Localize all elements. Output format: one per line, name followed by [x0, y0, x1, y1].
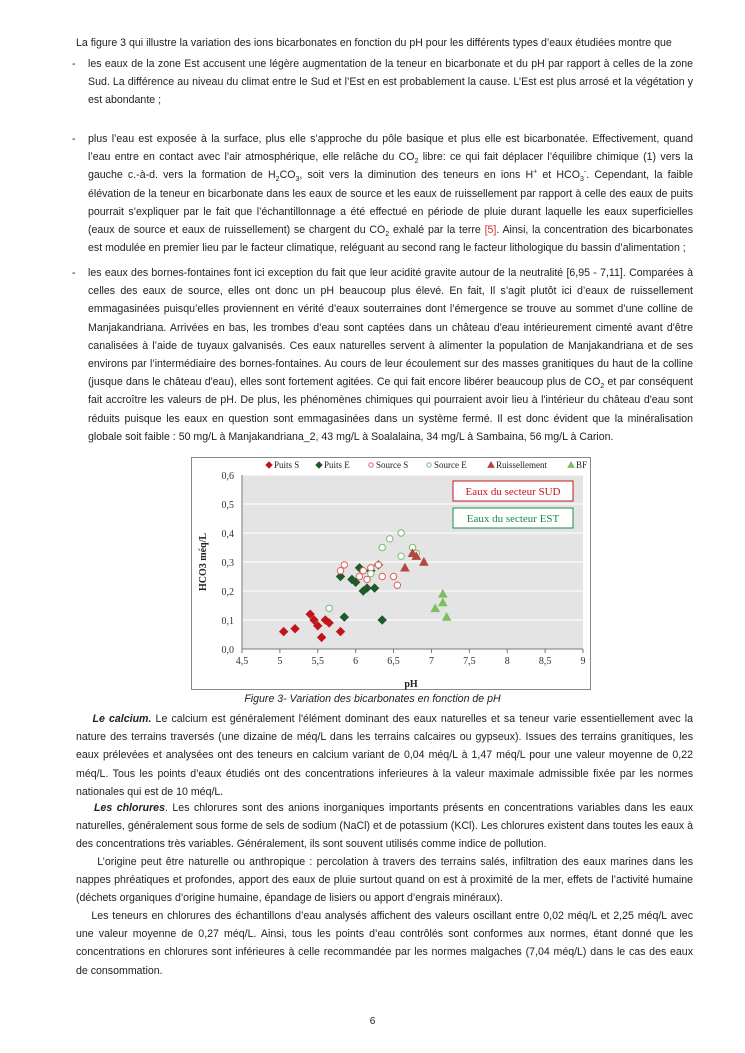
x-tick-label: 8	[504, 656, 510, 667]
legend-label: Source S	[376, 460, 409, 470]
data-point-source-s	[341, 562, 347, 568]
bullet-2-part: , soit vers la diminution des teneurs en ions H	[299, 169, 534, 182]
intro-paragraph	[76, 34, 693, 52]
superscript: -	[583, 168, 587, 176]
x-tick-label: 7,5	[463, 656, 476, 667]
origine-paragraph	[76, 853, 693, 908]
bullet-1-text: les eaux de la zone Est accusent une légère augmentation de la teneur en bicarbonate et du pH par rapport à celles de la zone Sud. La différence au niveau du climat entre le Sud et l’Est en est probablement la cause. L’Est est plus arrosé et la végétation y est abondante ;	[88, 58, 693, 107]
y-tick-label: 0,6	[221, 471, 234, 482]
x-tick-label: 4,5	[235, 656, 249, 667]
legend-label: BF	[576, 460, 588, 470]
bullet-2-part: . Cependant, la faible élévation de la teneur en bicarbonate dans les eaux de source et les eaux de ruissellement par rapport à celle des eaux de puits pourrait s’expliquer par le fait que l’échantillonnage a été effectué en période de pluie durant laquelle les eaux superficielles (eaux de source et eaux de ruissellement) se chargent du CO	[88, 169, 694, 237]
data-point-source-s	[394, 582, 400, 588]
y-tick-label: 0,0	[221, 645, 234, 656]
y-axis-label: HCO3 méq/L	[198, 532, 209, 592]
bullet-3-part: et par conséquent fait accroître les valeurs de pH. De plus, les phénomènes chimiques qui pourraient avoir lieu à l'intérieur du château d'eau sont réduits puisque les eaux en question sont emmagasinées dans un système fermé. Il est donc évident que la minéralisation globale soit faible : 50 mg/L à Manjakandriana_2, 43 mg/L à Soalalaina, 34 mg/L à Sambaina, 56 mg/L à Carion.	[88, 376, 693, 443]
x-tick-label: 9	[580, 656, 586, 667]
origine-text: L’origine peut être naturelle ou anthropique : percolation à travers des terrains salés, infiltration des eaux marines dans les nappes phréatiques et profondes, apport des eaux de pluie surtout quand on est à proximité de la mer, effets de l’activité humaine (déchets organiques d’origine humaine, épandage de lisiers ou apport d’engrais minéraux).	[76, 856, 693, 905]
bullet-2-part: . Ainsi, la concentration des bicarbonates est modulée en premier lieu par le facteur climatique, reléguant au second rang le facteur lithologique du bassin d’alimentation ;	[88, 224, 693, 255]
data-point-source-s	[360, 568, 366, 574]
x-tick-label: 5,5	[311, 656, 325, 667]
chlorures-text: . Les chlorures sont des anions inorganiques importants présents en concentrations variables dans les eaux naturelles, généralement sous forme de sels de sodium (NaCl) et de potassium (KCl). Les chlorures existent dans toutes les eaux à des concentrations très variables. Généralement, ils sont souvent utilisés comme indice de pollution.	[76, 802, 694, 851]
legend-marker	[369, 463, 373, 467]
bullet-2-part: et HCO	[537, 169, 580, 182]
data-point-source-s	[356, 573, 362, 579]
legend-label: Puits E	[324, 460, 350, 470]
bullet-2-part: CO	[279, 169, 296, 182]
bullet-dash-2: -	[72, 133, 76, 145]
bullet-2	[88, 130, 693, 257]
subscript: 2	[275, 176, 280, 184]
bullet-2-part: plus l’eau est exposée à la surface, plus elle s’approche du pôle basique et plus elle est bicarbonatée. Effectivement, quand l’eau entre en contact avec l’air atmosphérique, elle relâche du CO	[88, 133, 693, 164]
data-point-source-e	[326, 605, 332, 611]
data-point-source-e	[387, 536, 393, 542]
x-tick-label: 6,5	[387, 656, 400, 667]
reference-link[interactable]: [5]	[484, 224, 497, 237]
subscript: 2	[385, 231, 390, 239]
legend-marker	[427, 463, 431, 467]
x-tick-label: 8,5	[538, 656, 552, 667]
data-point-source-s	[390, 573, 396, 579]
page-number: 6	[369, 1016, 376, 1027]
subscript: 2	[414, 158, 419, 166]
y-tick-label: 0,1	[221, 616, 234, 627]
legend-label: Source E	[434, 460, 467, 470]
y-tick-label: 0,4	[221, 529, 234, 540]
calcium-text: Le calcium est généralement l'élément dominant des eaux naturelles et sa teneur varie essentiellement avec la nature des terrains traversés (une dizaine de méq/L dans les terrains calcaires ou gypseux). Issues des terrains granitiques, les eaux prélevées et analysées ont des teneurs en calcium variant de 0,04 méq/L à 1,47 méq/L pour une valeur moyenne de 0,22 méq/L. Tous les points d’eaux étudiés ont des concentrations inferieures à la valeur maximale admissible fixée par les normes nationales qui est de 10 méq/L.	[76, 713, 693, 798]
bullet-2-part: exhalé par la terre	[389, 224, 485, 237]
bullet-3-part: les eaux des bornes-fontaines font ici exception du fait que leur acidité gravite autour de la neutralité [6,95 - 7,11]. Comparées à celles des eaux de source, elles ont donc un pH beaucoup plus élevé. En fait, Il s’agit plutôt ici d’eaux de ruissellement emmagasinées puisqu’elles proviennent en vérité d’eaux souterraines dont l’émergence se trouve au sommet d’une colline de Manjakandriana. Arrivées en bas, les trombes d’eau sont captées dans un château d'eau intérieurement cimenté avant d'être canalisées à l’aide de tuyaux galvanisés. Ces eaux naturelles servent à alimenter la population de Manjakandriana et de ses environs par l’intermédiaire des bornes-fontaines. Au cours de leur écoulement sur des masses granitiques du haut de la colline (jusque dans le château d'eau), elles sont fortement agitées. Ce qui fait encore libérer beaucoup plus de CO	[88, 267, 693, 389]
data-point-source-s	[337, 568, 343, 574]
subscript: 2	[600, 383, 605, 391]
y-tick-label: 0,2	[221, 587, 234, 598]
bullet-dash-3: -	[72, 267, 76, 279]
annotation-sud: Eaux du secteur SUD	[465, 486, 561, 498]
x-tick-label: 5	[277, 656, 283, 667]
calcium-paragraph	[76, 710, 693, 801]
data-point-source-e	[398, 553, 404, 559]
intro-text: La figure 3 qui illustre la variation des ions bicarbonates en fonction du pH pour les différents types d’eaux étudiées montre que	[76, 37, 672, 49]
data-point-source-e	[379, 544, 385, 550]
x-tick-label: 7	[428, 656, 434, 667]
teneurs-paragraph	[76, 907, 693, 980]
bullet-1	[88, 55, 693, 110]
bullet-3	[88, 264, 693, 446]
y-tick-label: 0,3	[221, 558, 234, 569]
data-point-source-s	[375, 562, 381, 568]
teneurs-text: Les teneurs en chlorures des échantillons d’eau analysés affichent des valeurs oscillant entre 0,02 méq/L et 2,25 méq/L avec une valeur moyenne de 0,27 méq/L. Ainsi, tous les points d’eau contrôlés sont conformes aux normes, étant donné que les concentrations en chlorures sont inférieures à celle recommandée par les normes malgaches (7,04 méq/L) dans le cas des eaux de consommation.	[76, 910, 693, 977]
scatter-chart	[191, 457, 591, 690]
subscript: 3	[579, 176, 584, 184]
bullet-2-part: libre: ce qui fait déplacer l’équilibre chimique (1) vers la gauche c.-à-d. vers la formation de H	[88, 151, 693, 182]
x-tick-label: 6	[353, 656, 359, 667]
bullet-dash-1: -	[72, 58, 76, 70]
legend-label: Ruissellement	[496, 460, 547, 470]
figure-3-chart	[191, 457, 591, 690]
calcium-title: Le calcium.	[92, 713, 152, 725]
data-point-source-s	[364, 576, 370, 582]
y-tick-label: 0,5	[221, 500, 234, 511]
x-axis-label: pH	[404, 679, 418, 690]
subscript: 3	[295, 176, 300, 184]
chlorures-paragraph	[76, 799, 693, 854]
annotation-est: Eaux du secteur EST	[466, 513, 560, 525]
figure-caption: Figure 3- Variation des bicarbonates en fonction de pH	[244, 693, 501, 705]
data-point-source-e	[398, 530, 404, 536]
data-point-source-s	[379, 573, 385, 579]
data-point-source-e	[368, 570, 374, 576]
chlorures-title: Les chlorures	[93, 802, 165, 814]
legend-label: Puits S	[274, 460, 300, 470]
superscript: +	[533, 168, 538, 176]
